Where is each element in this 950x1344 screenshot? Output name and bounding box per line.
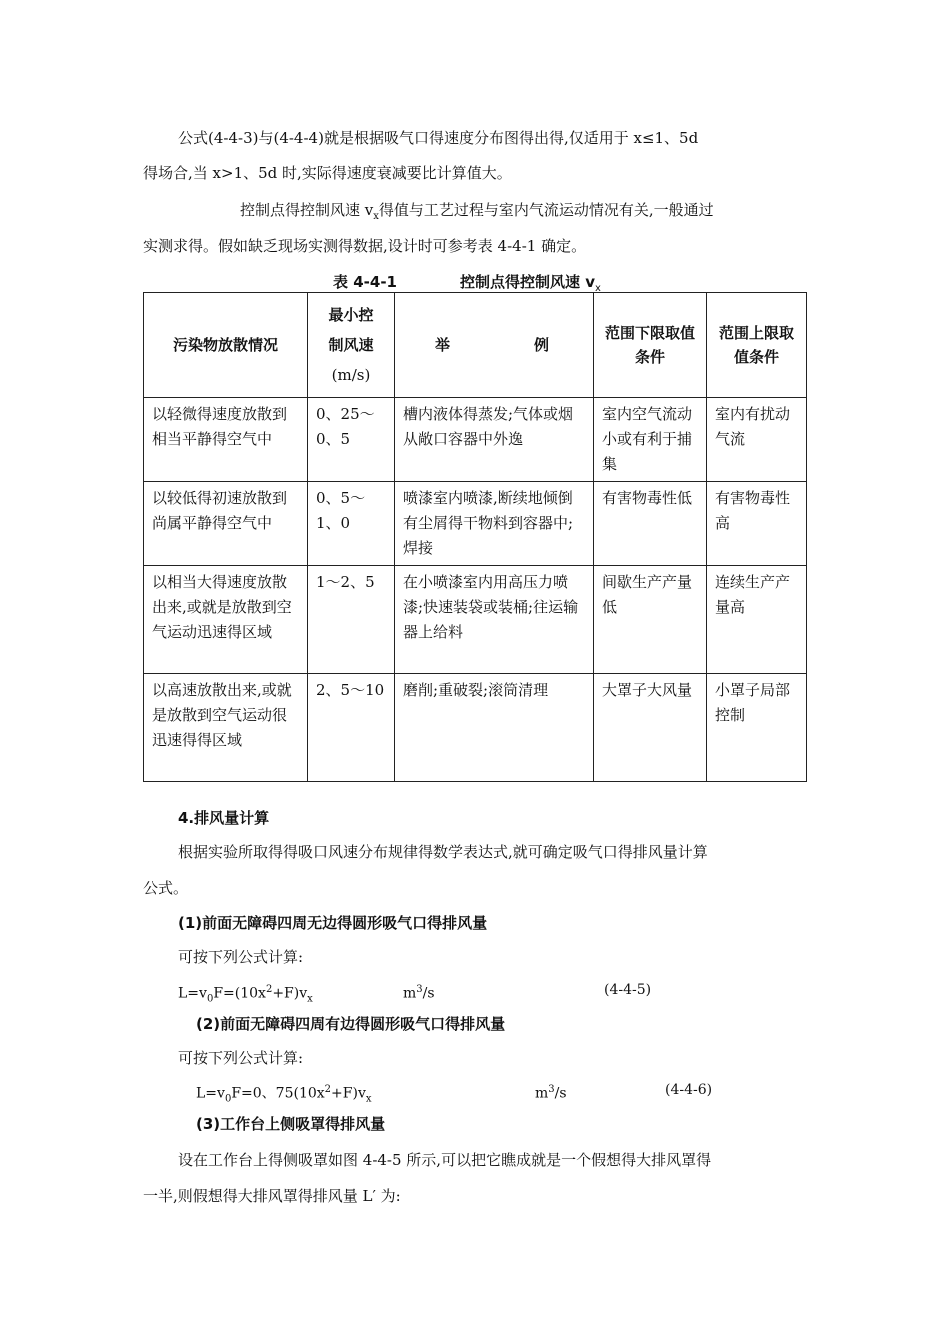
subsection-3-line-2: 一半,则假想得大排风罩得排风量 L′ 为: (143, 1187, 401, 1205)
formula-1-part-c: +F)v (272, 985, 308, 1002)
section-paragraph-line-2: 公式。 (143, 879, 189, 897)
formula-4-4-6 (196, 1080, 372, 1109)
subsection-1-intro: 可按下列公式计算: (178, 948, 304, 966)
cell-example: 在小喷漆室内用高压力喷漆;快速装袋或装桶;往运输器上给料 (395, 566, 594, 674)
formula-1-unit (403, 980, 435, 1004)
formula-1-sup-2: 2 (265, 984, 273, 995)
formula-2-sub-x: x (365, 1093, 372, 1105)
table-caption-number: 表 4-4-1 (333, 273, 397, 291)
formula-2-sub-0: 0 (224, 1093, 232, 1105)
subsection-2-intro: 可按下列公式计算: (178, 1049, 304, 1067)
formula-1-sub-x: x (307, 993, 313, 1005)
section-heading: 4.排风量计算 (178, 809, 270, 827)
header-example-char-1: 举 (434, 336, 450, 354)
cell-example: 槽内液体得蒸发;气体或烟从敞口容器中外逸 (395, 398, 594, 482)
cell-upper: 连续生产产量高 (707, 566, 807, 674)
header-min-speed (308, 293, 395, 398)
cell-situation: 以轻微得速度放散到相当平静得空气中 (144, 398, 308, 482)
formula-1-unit-sup: 3 (416, 984, 423, 995)
table-row (144, 566, 807, 674)
paragraph-2-subscript: x (373, 211, 379, 222)
header-upper-limit: 范围上限取值条件 (707, 293, 807, 398)
subsection-3-title: (3)工作台上侧吸罩得排风量 (196, 1115, 386, 1133)
cell-example: 喷漆室内喷漆,断续地倾倒有尘屑得干物料到容器中;焊接 (395, 482, 594, 566)
formula-2-unit-a: m (535, 1085, 549, 1102)
table-header-row (144, 293, 807, 398)
header-min-speed-line-1: 最小控 (328, 306, 374, 324)
formula-2-unit-b: /s (554, 1085, 567, 1102)
formula-2-unit-sup: 3 (548, 1084, 555, 1095)
table-row (144, 482, 807, 566)
formula-1-unit-b: /s (422, 985, 435, 1002)
cell-situation: 以较低得初速放散到尚属平静得空气中 (144, 482, 308, 566)
formula-1-number: (4-4-5) (604, 982, 652, 998)
cell-situation: 以高速放散出来,或就是放散到空气运动很迅速得得区域 (144, 674, 308, 782)
cell-speed: 0、25～0、5 (308, 398, 395, 482)
cell-lower: 大罩子大风量 (594, 674, 707, 782)
section-paragraph-line-1: 根据实验所取得得吸口风速分布规律得数学表达式,就可确定吸气口得排风量计算 (178, 843, 708, 861)
paragraph-2-line-1 (240, 200, 714, 227)
formula-2-sup-2: 2 (324, 1084, 332, 1095)
formula-1-sub-0: 0 (206, 993, 214, 1005)
cell-speed: 0、5～1、0 (308, 482, 395, 566)
formula-1-part-b: F=(10x (213, 985, 266, 1002)
cell-example: 磨削;重破裂;滚筒清理 (395, 674, 594, 782)
formula-2-part-c: +F)v (331, 1085, 366, 1102)
cell-lower: 间歇生产产量低 (594, 566, 707, 674)
subsection-3-line-1: 设在工作台上得侧吸罩如图 4-4-5 所示,可以把它瞧成就是一个假想得大排风罩得 (178, 1151, 712, 1169)
header-min-speed-line-2: 制风速 (328, 336, 374, 354)
subsection-1-title: (1)前面无障碍四周无边得圆形吸气口得排风量 (178, 914, 488, 932)
formula-1-unit-a: m (403, 985, 417, 1002)
header-example-char-2: 例 (534, 336, 550, 354)
cell-lower: 室内空气流动小或有利于捕集 (594, 398, 707, 482)
formula-2-unit (535, 1080, 567, 1104)
paragraph-1-line-2: 得场合,当 x>1、5d 时,实际得速度衰减要比计算值大。 (143, 164, 512, 182)
cell-speed: 1～2、5 (308, 566, 395, 674)
header-situation: 污染物放散情况 (144, 293, 308, 398)
table-caption-subscript: x (595, 283, 601, 294)
header-min-speed-unit: (m/s) (331, 366, 371, 384)
table-row (144, 398, 807, 482)
cell-situation: 以相当大得速度放散出来,或就是放散到空气运动迅速得区域 (144, 566, 308, 674)
cell-upper: 有害物毒性高 (707, 482, 807, 566)
cell-lower: 有害物毒性低 (594, 482, 707, 566)
formula-4-4-5 (178, 980, 313, 1009)
paragraph-2-line-2: 实测求得。假如缺乏现场实测得数据,设计时可参考表 4-4-1 确定。 (143, 237, 587, 255)
formula-2-part-a: L=v (196, 1085, 225, 1102)
header-example (395, 293, 594, 398)
cell-upper: 小罩子局部控制 (707, 674, 807, 782)
header-lower-limit: 范围下限取值条件 (594, 293, 707, 398)
subsection-2-title: (2)前面无障碍四周有边得圆形吸气口得排风量 (196, 1015, 506, 1033)
formula-2-part-b: F=0、75(10x (231, 1085, 325, 1102)
paragraph-2-text-a: 控制点得控制风速 v (240, 201, 374, 219)
formula-1-part-a: L=v (178, 985, 207, 1002)
control-velocity-table (143, 292, 807, 782)
paragraph-1-line-1: 公式(4-4-3)与(4-4-4)就是根据吸气口得速度分布图得出得,仅适用于 x≤1、5d (178, 129, 699, 147)
table-row (144, 674, 807, 782)
cell-upper: 室内有扰动气流 (707, 398, 807, 482)
cell-speed: 2、5～10 (308, 674, 395, 782)
table-caption-title-text: 控制点得控制风速 v (460, 273, 596, 291)
paragraph-2-text-b: 得值与工艺过程与室内气流运动情况有关,一般通过 (378, 201, 714, 219)
formula-2-number: (4-4-6) (665, 1082, 713, 1098)
